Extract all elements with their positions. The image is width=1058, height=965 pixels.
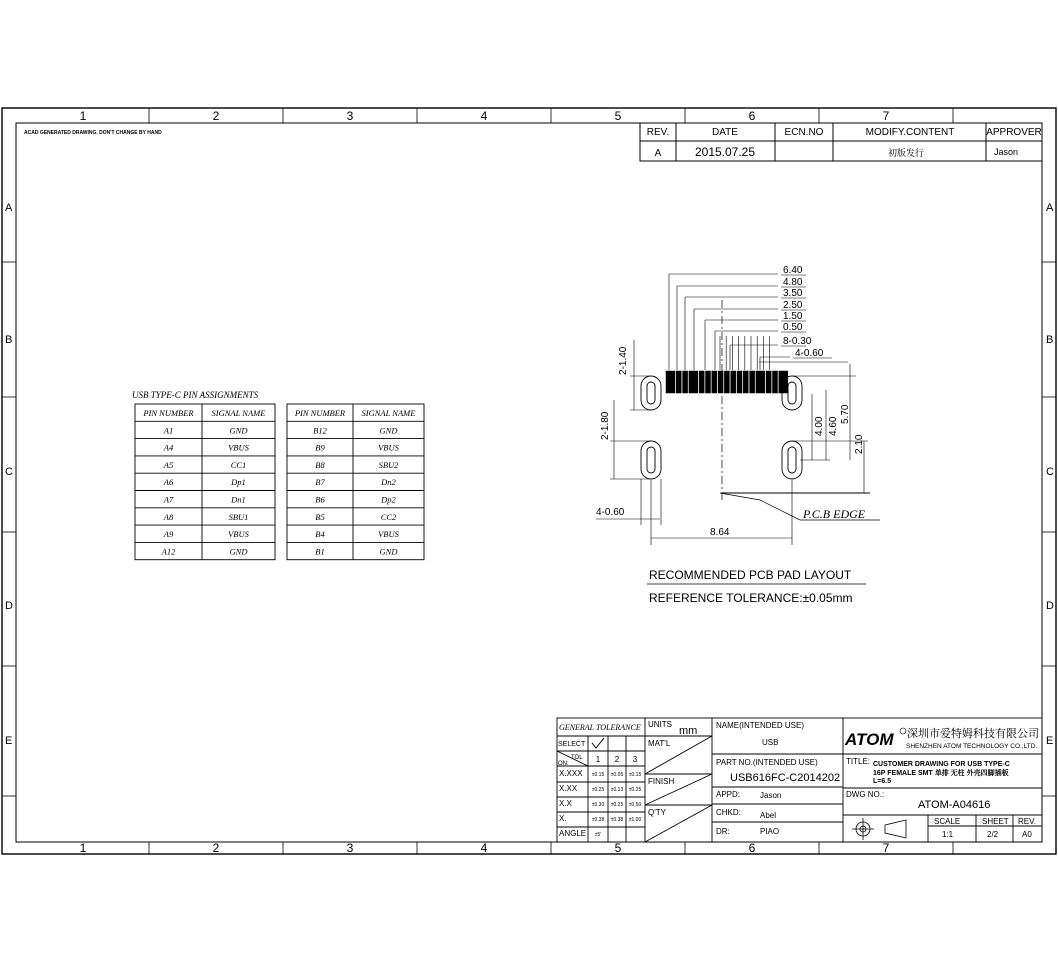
- tol-col-2: 2: [614, 755, 620, 764]
- dim-2-1-40: 2-1.40: [618, 346, 629, 375]
- signal-pad: [699, 371, 704, 393]
- approver-header: APPROVER: [986, 127, 1042, 138]
- tolerance-row-label: X.X: [559, 799, 572, 808]
- pin-number-cell: B6: [315, 494, 325, 505]
- qty-label: Q'TY: [648, 808, 666, 817]
- pcb-edge-label: P.C.B EDGE: [803, 507, 866, 521]
- frame-row-letter: D: [5, 600, 13, 612]
- pin-table-header: SIGNAL NAME: [211, 408, 266, 418]
- tolerance-row-label: X.: [559, 814, 567, 823]
- signal-name-cell: GND: [229, 425, 248, 436]
- pad-layout-caption: RECOMMENDED PCB PAD LAYOUT: [649, 568, 852, 582]
- title-line-3: L=6.5: [873, 778, 892, 785]
- pin-number-cell: A9: [163, 529, 174, 540]
- company-name-en: SHENZHEN ATOM TECHNOLOGY CO.,LTD.: [906, 743, 1038, 750]
- registered-icon: [900, 728, 906, 734]
- checkmark-icon: [592, 738, 604, 748]
- tolerance-value: ±0.05: [610, 772, 624, 778]
- pin-number-cell: A8: [163, 511, 174, 522]
- signal-pad: [724, 371, 729, 393]
- pin-number-cell: A7: [163, 494, 174, 505]
- shell-slot-upper-left: [641, 376, 661, 410]
- signal-pad: [773, 371, 778, 393]
- frame-row-letter: E: [1046, 735, 1054, 747]
- frame-row-letter: B: [5, 334, 13, 346]
- top-dimension-label: 4.80: [783, 277, 803, 288]
- tol-col-1: 1: [595, 755, 601, 764]
- frame-row-letter: E: [5, 735, 13, 747]
- company-logo: ATOM: [845, 730, 894, 749]
- name-value: USB: [762, 738, 779, 747]
- pin-number-cell: B12: [313, 425, 327, 436]
- top-dimension-label: 0.50: [783, 322, 803, 333]
- signal-pad: [666, 371, 675, 393]
- tolerance-rows: [559, 769, 641, 838]
- tolerance-table-text: [558, 723, 641, 767]
- frame-column-number: 3: [346, 109, 354, 123]
- units-value: mm: [679, 725, 698, 737]
- part-value: USB616FC-C2014202: [730, 772, 841, 784]
- tolerance-row-label: X.XX: [559, 784, 578, 793]
- signal-name-cell: Dp2: [381, 494, 396, 505]
- signal-pad: [731, 371, 736, 393]
- dr-value: PIAO: [760, 827, 780, 836]
- signal-pad: [756, 371, 765, 393]
- rev-header: REV.: [646, 127, 670, 138]
- top-dimension-label: 8-0.30: [783, 336, 812, 347]
- tol-col-3: 3: [632, 755, 638, 764]
- on-label: ON:: [558, 761, 569, 767]
- tolerance-value: ±5': [594, 832, 602, 838]
- tolerance-caption: REFERENCE TOLERANCE:±0.05mm: [649, 591, 853, 605]
- tolerance-value: ±0.50: [628, 802, 642, 808]
- appd-value: Jason: [760, 791, 782, 800]
- title-label: TITLE:: [846, 757, 871, 766]
- top-dimension-label: 2.50: [783, 300, 803, 311]
- pin-number-cell: A1: [163, 425, 174, 436]
- frame-column-number: 6: [748, 841, 756, 855]
- name-label: NAME(INTENDED USE): [716, 721, 805, 730]
- revision-headers: [647, 127, 1042, 159]
- pin-number-cell: B5: [315, 511, 325, 522]
- top-dimension-label: 4-0.60: [795, 348, 824, 359]
- signal-pad: [676, 371, 681, 393]
- appd-label: APPD:: [716, 790, 741, 799]
- frame-row-letter: B: [1046, 334, 1054, 346]
- frame-column-number: 4: [480, 109, 488, 123]
- top-dimension-label: 3.50: [783, 288, 803, 299]
- pin-number-cell: B7: [315, 477, 325, 488]
- dim-5-70: 5.70: [840, 404, 851, 424]
- pin-table-right: [287, 404, 424, 560]
- signal-pad-row: [666, 371, 788, 393]
- dim-4-00: 4.00: [814, 416, 825, 436]
- signal-name-cell: CC1: [230, 459, 247, 470]
- scale-value: 1:1: [942, 830, 954, 839]
- frame-column-number: 7: [882, 841, 890, 855]
- frame-row-labels: [5, 202, 1054, 747]
- rev-value: A: [654, 148, 662, 159]
- signal-name-cell: GND: [379, 425, 398, 436]
- signal-name-cell: SBU1: [228, 511, 249, 522]
- pin-number-cell: A5: [163, 459, 174, 470]
- signal-pad: [712, 371, 717, 393]
- pin-number-cell: A6: [163, 477, 174, 488]
- tolerance-value: ±0.13: [610, 787, 624, 793]
- tol-label: TOL: [571, 755, 583, 761]
- frame-column-number: 5: [614, 841, 622, 855]
- select-label: SELECT: [558, 741, 586, 748]
- tolerance-value: ±0.25: [591, 787, 605, 793]
- title-line-1: CUSTOMER DRAWING FOR USB TYPE-C: [873, 761, 1010, 768]
- signal-name-cell: VBUS: [228, 529, 249, 540]
- chkd-value: Abel: [760, 811, 777, 820]
- modify-header: MODIFY.CONTENT: [865, 127, 955, 138]
- dim-4-60: 4.60: [828, 416, 839, 436]
- rev-value-block: A0: [1022, 830, 1032, 839]
- frame-column-number: 1: [79, 841, 87, 855]
- top-dimension-label: 6.40: [783, 265, 803, 276]
- dwg-label: DWG NO.:: [846, 790, 885, 799]
- sheet-value: 2/2: [987, 830, 999, 839]
- frame-column-number: 2: [212, 841, 220, 855]
- signal-name-cell: GND: [379, 546, 398, 557]
- frame-row-ticks: [2, 262, 1056, 796]
- dr-label: DR:: [716, 827, 730, 836]
- top-dimensions: [669, 265, 848, 370]
- frame-row-letter: C: [5, 466, 13, 478]
- dim-2-10: 2.10: [854, 434, 865, 454]
- dim-8-64: 8.64: [710, 527, 730, 538]
- dim-2-1-80: 2-1.80: [600, 411, 611, 440]
- frame-row-letter: A: [5, 202, 13, 214]
- signal-name-cell: SBU2: [378, 459, 399, 470]
- rev-label: REV.: [1018, 817, 1036, 826]
- modify-value: 初版发行: [887, 148, 925, 158]
- pin-number-cell: A4: [163, 442, 174, 453]
- pin-number-cell: A12: [161, 546, 176, 557]
- tolerance-row-label: X.XXX: [559, 769, 583, 778]
- frame-column-number: 5: [614, 109, 622, 123]
- frame-column-number: 2: [212, 109, 220, 123]
- tolerance-value: ±0.30: [591, 802, 605, 808]
- title-block-text: [648, 720, 1039, 839]
- title-line-2: 16P FEMALE SMT 单排 无柱 外壳四脚插板: [873, 770, 1009, 777]
- signal-pad: [766, 371, 771, 393]
- frame-column-number: 3: [346, 841, 354, 855]
- pin-number-cell: B1: [315, 546, 325, 557]
- frame-column-number: 1: [79, 109, 87, 123]
- company-name-cn: 深圳市爱特姆科技有限公司: [907, 728, 1039, 740]
- signal-name-cell: VBUS: [378, 529, 399, 540]
- material-label: MAT'L: [648, 739, 671, 748]
- pin-number-cell: B8: [315, 459, 325, 470]
- signal-name-cell: Dp1: [231, 477, 246, 488]
- top-dimension-label: 1.50: [783, 311, 803, 322]
- pin-table-header: SIGNAL NAME: [361, 408, 416, 418]
- frame-row-letter: A: [1046, 202, 1054, 214]
- signal-pad: [689, 371, 698, 393]
- date-value: 2015.07.25: [694, 145, 756, 159]
- general-tolerance-label: GENERAL TOLERANCE: [559, 723, 641, 732]
- pin-assignment-tables: [135, 404, 424, 560]
- tolerance-value: ±0.25: [610, 802, 624, 808]
- dwg-value: ATOM-A04616: [918, 799, 991, 811]
- date-header: DATE: [712, 127, 738, 138]
- pin-number-cell: B9: [315, 442, 325, 453]
- signal-name-cell: VBUS: [228, 442, 249, 453]
- tolerance-value: ±0.38: [591, 817, 605, 823]
- chkd-label: CHKD:: [716, 808, 741, 817]
- signal-name-cell: VBUS: [378, 442, 399, 453]
- signal-pad: [706, 371, 711, 393]
- frame-column-number: 6: [748, 109, 756, 123]
- finish-label: FINISH: [648, 777, 675, 786]
- pin-table-header: PIN NUMBER: [294, 408, 346, 418]
- signal-name-cell: Dn1: [231, 494, 246, 505]
- ecn-header: ECN.NO: [784, 127, 824, 138]
- signal-name-cell: CC2: [380, 511, 397, 522]
- drawing-frame: [2, 108, 1056, 854]
- approver-value: Jason: [993, 147, 1019, 157]
- part-label: PART NO.(INTENDED USE): [716, 758, 818, 767]
- signal-pad: [718, 371, 723, 393]
- header-note: ACAD GENERATED DRAWING. DON'T CHANGE BY HAND: [24, 130, 162, 136]
- frame-row-letter: D: [1046, 600, 1054, 612]
- sheet-label: SHEET: [982, 817, 1009, 826]
- tolerance-value: ±0.15: [591, 772, 605, 778]
- tolerance-value: ±0.38: [610, 817, 624, 823]
- tolerance-value: ±1.00: [628, 817, 642, 823]
- pin-table-title: USB TYPE-C PIN ASSIGNMENTS: [132, 390, 259, 400]
- tolerance-row-label: ANGLE: [559, 829, 587, 838]
- dim-4-0-60: 4-0.60: [596, 507, 625, 518]
- units-label: UNITS: [648, 720, 672, 729]
- tolerance-value: ±0.25: [628, 787, 642, 793]
- signal-pad: [750, 371, 755, 393]
- pin-table-left: [135, 404, 275, 560]
- signal-pad: [737, 371, 742, 393]
- pin-table-header: PIN NUMBER: [143, 408, 194, 418]
- signal-pad: [743, 371, 748, 393]
- signal-pad: [779, 371, 788, 393]
- scale-label: SCALE: [934, 817, 961, 826]
- frame-row-letter: C: [1046, 466, 1054, 478]
- frame-column-number: 4: [480, 841, 488, 855]
- pin-number-cell: B4: [315, 529, 325, 540]
- signal-pad: [683, 371, 688, 393]
- frame-column-ticks: [149, 108, 953, 854]
- signal-name-cell: Dn2: [381, 477, 396, 488]
- frame-column-number: 7: [882, 109, 890, 123]
- tolerance-value: ±0.15: [628, 772, 642, 778]
- projection-symbol-icon: [852, 818, 906, 840]
- signal-name-cell: GND: [229, 546, 248, 557]
